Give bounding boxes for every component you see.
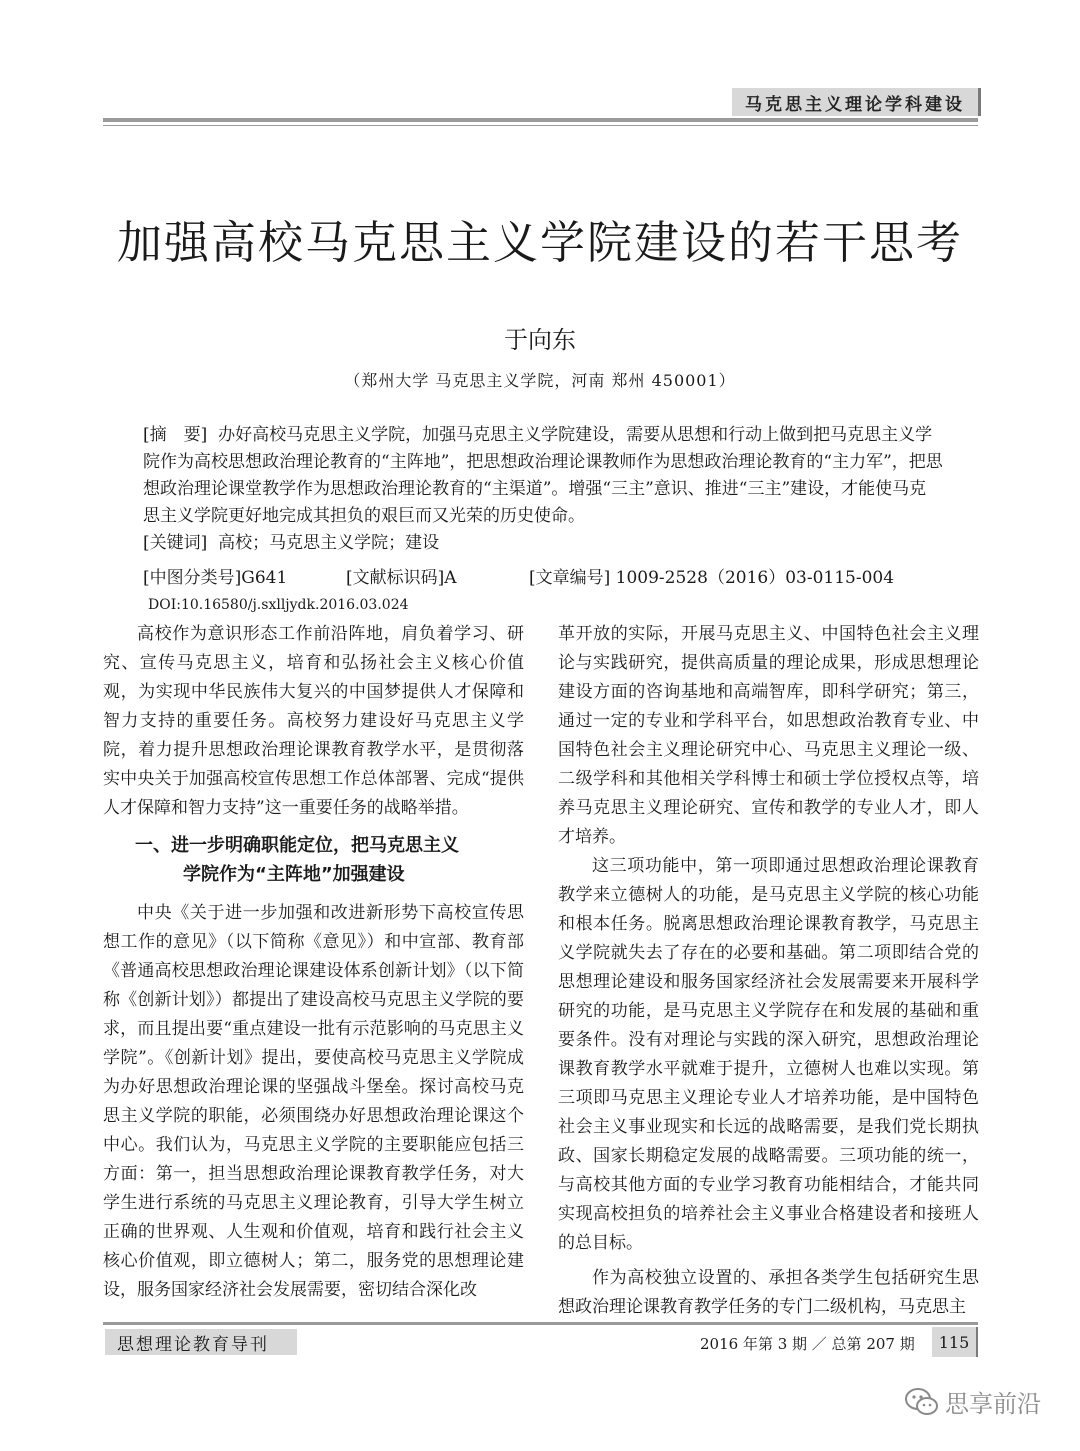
abstract-text: 办好高校马克思主义学院，加强马克思主义学院建设，需要从思想和行动上做到把马克思主义学院作为高校思想政治理论教育的“主阵地”，把思想政治理论课教师作为思想政治理论教育的“主力军”，把思想政治理论课堂教学作为思想政治理论教育的“主渠道”。增强“三主”意识、推进“三主”建设，才能使马克思主义学院更好地完成其担负的艰巨而又光荣的历史使命。 <box>143 425 943 526</box>
intro-paragraph: 高校作为意识形态工作前沿阵地，肩负着学习、研究、宣传马克思主义，培育和弘扬社会主义核心价值观，为实现中华民族伟大复兴的中国梦提供人才保障和智力支持的重要任务。高校努力建设好马克思主义学院，着力提升思想政治理论课教育教学水平，是贯彻落实中央关于加强高校宣传思想工作总体部署、完成“提供人才保障和智力支持”这一重要任务的战略举措。 <box>103 624 524 818</box>
body-paragraph-cont: 革开放的实际，开展马克思主义、中国特色社会主义理论与实践研究，提供高质量的理论成果，形成思想理论建设方面的咨询基地和高端智库，即科学研究；第三，通过一定的专业和学科平台，如思想政治教育专业、中国特色社会主义理论研究中心、马克思主义理论一级、二级学科和其他相关学科博士和硕士学位授权点等，培养马克思主义理论研究、宣传和教学的专业人才，即人才培养。 <box>558 624 979 847</box>
right-column <box>558 620 979 1322</box>
body-paragraph: 这三项功能中，第一项即通过思想政治理论课教育教学来立德树人的功能，是马克思主义学院的核心功能和根本任务。脱离思想政治理论课教育教学，马克思主义学院就失去了存在的必要和基础。第二项即结合党的思想理论建设和服务国家经济社会发展需要来开展科学研究的功能，是马克思主义学院存在和发展的基础和重要条件。没有对理论与实践的深入研究，思想政治理论课教育教学水平就难于提升，立德树人也难以实现。第三项即马克思主义理论专业人才培养功能，是中国特色社会主义事业现实和长远的战略需要，是我们党长期执政、国家长期稳定发展的战略需要。三项功能的统一，与高校其他方面的专业学习教育功能相结合，才能共同实现高校担负的培养社会主义事业合格建设者和接班人的总目标。 <box>558 856 979 1253</box>
article-number: [文章编号] 1009-2528（2016）03-0115-004 <box>529 568 895 588</box>
keywords-label: [关键词] <box>143 533 208 553</box>
section-heading-line1: 一、进一步明确职能定位，把马克思主义 <box>135 835 459 856</box>
journal-name: 思想理论教育导刊 <box>105 1329 297 1355</box>
body-paragraph: 中央《关于进一步加强和改进新形势下高校宣传思想工作的意见》（以下简称《意见》）和中宣部、教育部《普通高校思想政治理论课建设体系创新计划》（以下简称《创新计划》）都提出了建设高校马克思主义学院的要求，而且提出要“重点建设一批有示范影响的马克思主义学院”。《创新计划》提出，要使高校马克思主义学院成为办好思想政治理论课的坚强战斗堡垒。探讨高校马克思主义学院的职能，必须围绕办好思想政治理论课这个中心。我们认为，马克思主义学院的主要职能应包括三方面：第一，担当思想政治理论课教育教学任务，对大学生进行系统的马克思主义理论教育，引导大学生树立正确的世界观、人生观和价值观，培育和践行社会主义核心价值观，即立德树人；第二，服务党的思想理论建设，服务国家经济社会发展需要，密切结合深化改 <box>103 903 524 1300</box>
classification-row <box>143 563 943 590</box>
author-name: 于向东 <box>504 326 576 354</box>
article-title: 加强高校马克思主义学院建设的若干思考 <box>116 216 963 269</box>
document-code: [文献标识码]A <box>346 568 457 588</box>
header-rule-thin <box>103 125 978 126</box>
left-column <box>103 620 524 1305</box>
section-heading <box>103 831 524 889</box>
body-paragraph: 作为高校独立设置的、承担各类学生包括研究生思想政治理论课教育教学任务的专门二级机构，马克思主 <box>558 1268 979 1317</box>
doi: DOI:10.16580/j.sxlljydk.2016.03.024 <box>148 597 409 613</box>
abstract-label: [摘 要] <box>143 425 208 445</box>
author-affiliation: （郑州大学 马克思主义学院，河南 郑州 450001） <box>344 371 736 390</box>
wechat-icon <box>905 1387 939 1417</box>
clc-number: [中图分类号]G641 <box>143 568 288 588</box>
issue-info: 2016 年第 3 期 ／ 总第 207 期 <box>700 1335 915 1353</box>
header-rule <box>103 118 978 122</box>
keywords-text: 高校；马克思主义学院；建设 <box>218 533 440 553</box>
page-number: 115 <box>932 1327 978 1357</box>
section-heading-line2: 学院作为“主阵地”加强建设 <box>183 864 405 885</box>
footer-rule <box>103 1322 978 1325</box>
abstract <box>143 422 943 557</box>
watermark-text: 思享前沿 <box>945 1390 1041 1418</box>
running-header: 马克思主义理论学科建设 <box>732 88 981 116</box>
watermark <box>905 1384 1041 1419</box>
